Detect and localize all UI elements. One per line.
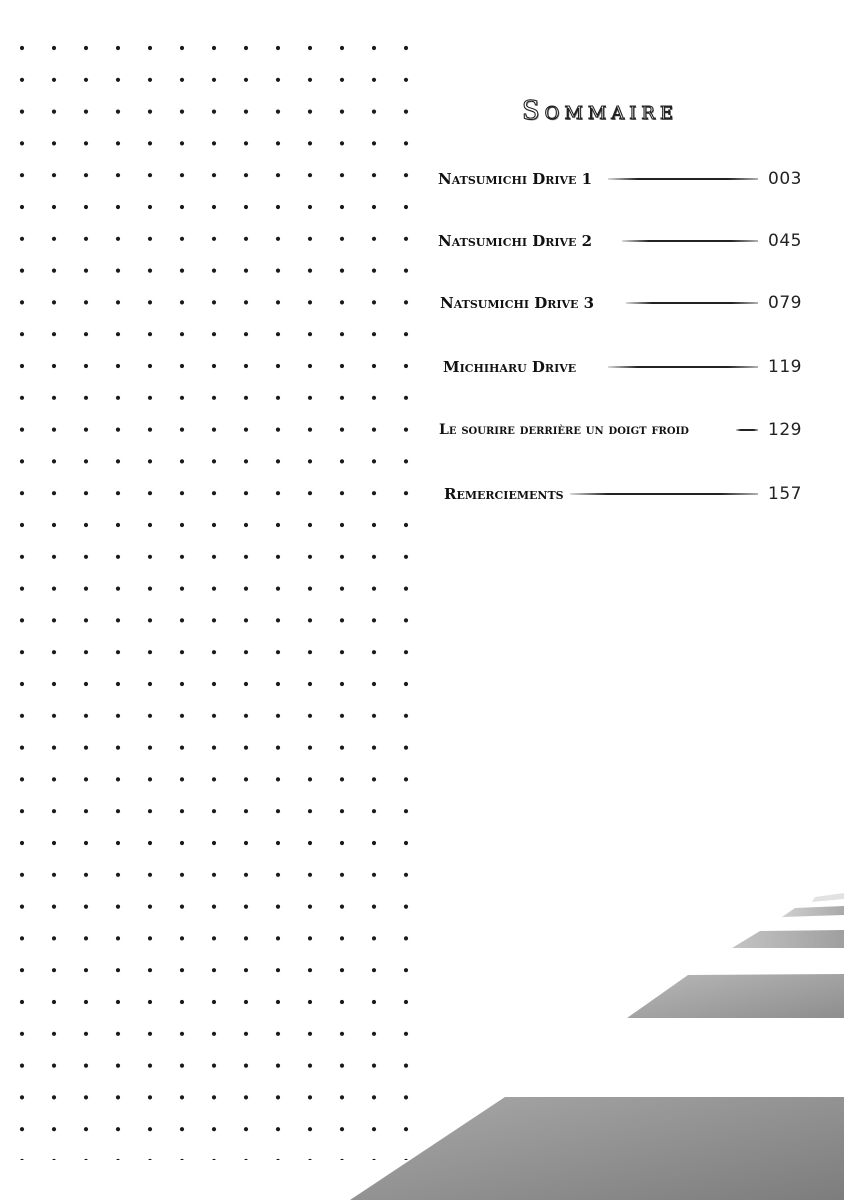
toc-entry-natsumichi-drive-3[interactable] (436, 291, 802, 315)
toc-entry-remerciements[interactable] (436, 482, 802, 506)
toc-entry-label: Natsumichi Drive 3 (440, 294, 595, 312)
toc-entry-natsumichi-drive-1[interactable] (436, 167, 802, 191)
toc-entry-label: Michiharu Drive (443, 358, 577, 376)
leader-line (622, 240, 758, 242)
crosswalk-stripe (782, 906, 844, 917)
leader-line (608, 366, 758, 368)
toc-entry-page: 003 (768, 169, 802, 189)
crosswalk-stripe (350, 1097, 844, 1200)
page-title: Sommaire (521, 96, 679, 126)
toc-entry-label: Le sourire derrière un doigt froid (439, 422, 689, 438)
crosswalk-stripe (732, 930, 844, 948)
crosswalk-stripe (812, 893, 844, 902)
leader-line (626, 302, 758, 304)
crosswalk-stripe (627, 974, 844, 1018)
leader-line (736, 429, 758, 431)
toc-entry-natsumichi-drive-2[interactable] (436, 229, 802, 253)
leader-line (570, 493, 758, 495)
toc-entry-page: 129 (768, 420, 802, 440)
toc-entry-page: 119 (768, 357, 802, 377)
toc-entry-page: 157 (768, 484, 802, 504)
toc-entry-label: Natsumichi Drive 2 (438, 232, 593, 250)
toc-entry-le-sourire[interactable] (436, 418, 802, 442)
toc-entry-page: 079 (768, 293, 802, 313)
leader-line (608, 178, 758, 180)
toc-entry-label: Natsumichi Drive 1 (438, 170, 593, 188)
toc-entry-page: 045 (768, 231, 802, 251)
toc-entry-michiharu-drive[interactable] (436, 355, 802, 379)
toc-entry-label: Remerciements (444, 485, 564, 503)
